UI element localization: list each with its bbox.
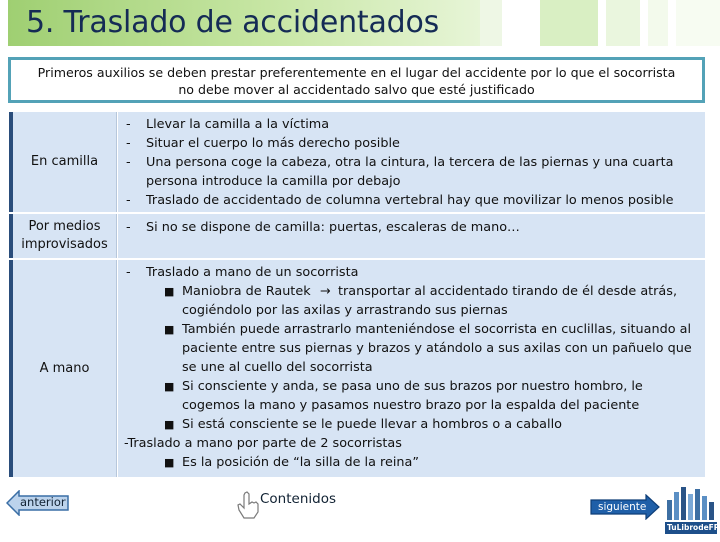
title-banner: [8, 0, 480, 46]
list-item: Llevar la camilla a la víctima: [146, 117, 330, 132]
sub-item-continuation: cogiéndolo por las axilas y arrastrando sus piernas: [182, 303, 508, 318]
row-label-a-mano: [9, 260, 117, 477]
list-item: Traslado a mano de un socorrista: [146, 265, 359, 280]
tulibrodefp-logo: [665, 484, 720, 538]
dash-marker: -: [126, 265, 131, 280]
sub-item-text: transportar al accidentado tirando de él desde atrás,: [338, 284, 678, 299]
row-content-por-medios: [118, 214, 705, 258]
list-item: Traslado de accidentado de columna vertebral hay que movilizar lo menos posible: [146, 193, 674, 208]
sub-item-continuation: se une al cuello del socorrista: [182, 360, 373, 375]
row-label-por-medios: [9, 214, 117, 258]
list-item: Situar el cuerpo lo más derecho posible: [146, 136, 400, 151]
contents-label: Contenidos: [260, 491, 337, 507]
previous-label: anterior: [20, 495, 66, 509]
list-item-continuation: persona introduce la camilla por debajo: [146, 174, 401, 189]
square-bullet-icon: ■: [164, 456, 175, 469]
sub-item: Si está consciente se le puede llevar a hombros o a caballo: [182, 417, 562, 432]
row-label-text: A mano: [39, 360, 90, 376]
row-label-en-camilla: [9, 112, 117, 212]
next-button[interactable]: [590, 494, 660, 520]
page-title: 5. Traslado de accidentados: [26, 5, 440, 40]
square-bullet-icon: ■: [164, 418, 175, 431]
logo-text: TuLibrodeFP: [667, 523, 720, 532]
sub-item-continuation: cogemos la mano y pasamos nuestro brazo por la espalda del paciente: [182, 398, 640, 413]
list-item: -Traslado a mano por parte de 2 socorristas: [124, 436, 402, 451]
dash-marker: -: [126, 117, 131, 132]
square-bullet-icon: ■: [164, 285, 175, 298]
arrow-icon: →: [320, 284, 331, 299]
sub-item: Es la posición de “la silla de la reina”: [182, 455, 419, 470]
dash-marker: -: [126, 136, 131, 151]
row-label-text: improvisados: [21, 237, 108, 252]
intro-line-1: Primeros auxilios se deben prestar preferentemente en el lugar del accidente por lo que el socorrista: [37, 65, 676, 80]
sub-item: Si consciente y anda, se pasa uno de sus brazos por nuestro hombro, le: [182, 379, 643, 394]
sub-item: También puede arrastrarlo manteniéndose el socorrista en cuclillas, situando al: [182, 322, 692, 337]
previous-button[interactable]: [6, 490, 70, 516]
square-bullet-icon: ■: [164, 380, 175, 393]
sub-item-continuation: paciente entre sus piernas y brazos y atándolo a sus axilas con un pañuelo que: [182, 341, 692, 356]
sub-item: Maniobra de Rautek: [182, 284, 311, 299]
row-label-text: En camilla: [30, 154, 99, 169]
next-label: siguiente: [598, 501, 647, 513]
dash-marker: -: [126, 193, 131, 208]
row-content-a-mano: [118, 260, 705, 477]
square-bullet-icon: ■: [164, 323, 175, 336]
row-label-text: Por medios: [28, 219, 101, 234]
dash-marker: -: [126, 155, 131, 170]
intro-box: [8, 57, 705, 103]
intro-line-2: no debe mover al accidentado salvo que esté justificado: [178, 82, 535, 97]
hand-pointer-icon: [235, 490, 261, 520]
dash-marker: -: [126, 220, 131, 235]
list-item: Una persona coge la cabeza, otra la cintura, la tercera de las piernas y una cuarta: [146, 155, 674, 170]
contents-button[interactable]: [235, 490, 365, 520]
list-item: Si no se dispone de camilla: puertas, escaleras de mano…: [146, 220, 520, 235]
row-content-en-camilla: [118, 112, 705, 212]
